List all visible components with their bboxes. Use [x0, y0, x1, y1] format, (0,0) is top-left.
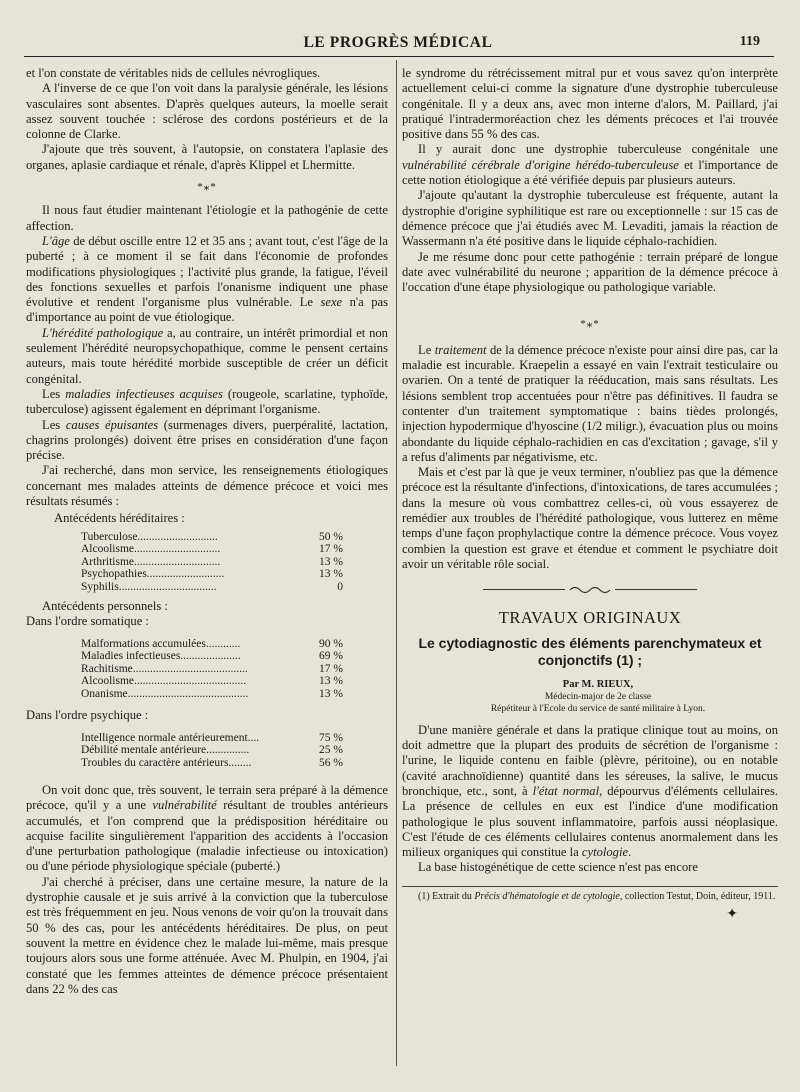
table-row [81, 568, 343, 581]
ornamental-rule [402, 582, 778, 597]
subheading-psychic: Dans l'ordre psychique : [26, 708, 149, 723]
row-value: 69 % [319, 650, 343, 663]
text: Les [42, 386, 66, 401]
paragraph: J'ai cherché à préciser, dans une certaine mesure, la nature de la dystrophie causale et je suis arrivé à la conviction que la tuberculose est très fréquemment en jeu. Nous venons de voir qu'on la trouvait dans 50 % des cas, pour les antécédents héréditaires. De plus, on peut souvent la mettre en évidence chez le malade lui-même, mais presque toujours alors sous une forme atténuée. Avec M. Phulpin, en 1904, j'ai constaté que les femmes atteintes de démence précoce présentaient dans 22 % des cas [26, 874, 388, 996]
somatic-table [81, 638, 343, 701]
paragraph: le syndrome du rétrécissement mitral pur et vous savez qu'on interprète actuellement celui-ci comme la signature d'une dystrophie tuberculeuse congénitale. Il y a deux ans, avec mon interne d'alors, M. Paillard, j'ai pratiqué l'intradermoréaction chez les déments précoces et l'ai trouvée positive dans 55 % des cas. [402, 66, 778, 142]
paragraph [402, 142, 778, 188]
paragraph [26, 783, 388, 875]
subheading-somatic: Dans l'ordre somatique : [26, 614, 149, 629]
paragraph [26, 387, 388, 418]
row-value: 90 % [319, 637, 343, 650]
right-column [402, 66, 778, 922]
column-divider [396, 60, 397, 1066]
paragraph: Mais et c'est par là que je veux terminer, n'oubliez pas que la démence précoce est la résultante d'infections, d'intoxications, de tares accumulées ; dans la mesure où vous combattrez celles-ci, où vous essayerez de remédier aux troubles de l'hérédité pathologique, vous lutterez en même temps d'une façon prophylactique contre la démence précoce. Vous voyez combien la question est grave et étendue et comment le psychiatre doit avoir un véritable rôle social. [402, 465, 778, 571]
table-row [81, 581, 343, 594]
spacer [26, 775, 388, 783]
paragraph [26, 234, 388, 326]
row-value: 13 % [319, 687, 343, 700]
text: et l'importance de cette notion étiologique a été vérifiée depuis par plusieurs auteurs. [402, 157, 778, 188]
row-label: Alcoolisme....................................... [81, 675, 247, 688]
emphasis: vulnérabilité cérébrale d'origine hérédo-tuberculeuse [402, 157, 679, 172]
emphasis: vulnérabilité [152, 798, 217, 813]
row-value: 25 % [319, 744, 343, 756]
running-header [22, 34, 774, 54]
emphasis: Précis d'hématologie et de cytologie [474, 890, 620, 902]
subheading-hereditary: Antécédents héréditaires : [54, 511, 185, 526]
row-label: Maladies infectieuses..................... [81, 650, 241, 663]
paragraph: Je me résume donc pour cette pathogénie : terrain préparé de longue date avec vulnérabilité du neurone ; apparition de la démence précoce à l'occation d'une étape physiologique ou pathologique variable. [402, 249, 778, 295]
spacer [402, 715, 778, 723]
table-row [81, 732, 343, 745]
row-label: Troubles du caractère antérieurs........ [81, 756, 252, 769]
row-label: Syphilis.................................. [81, 580, 217, 593]
table-row [81, 744, 343, 757]
text: (1) Extrait du [418, 890, 475, 902]
table-row [81, 663, 343, 676]
row-label: Débilité mentale antérieure............... [81, 744, 250, 756]
table-row [81, 531, 343, 544]
paragraph: J'ajoute qu'autant la dystrophie tuberculeuse est fréquente, autant la dystrophie d'origine syphilitique est rare ou exceptionnelle : sur 15 cas de démence précoce que j'ai étudiés avec M. Levaditi, jamais la réaction de Wassermann n'a été positive dans le liquide céphalo-rachidien. [402, 188, 778, 249]
paragraph [26, 418, 388, 464]
paragraph [402, 723, 778, 861]
text: de la démence précoce n'existe pour ainsi dire pas, car la maladie est incurable. Kraepelin a essayé en vain l'extrait testiculaire ou ovarien. On a tenté de pratiquer la rééducation, mais sans résultats. Les lésions semblent trop accentuées pour n'être pas définitives. Il faudra se contenter d'un traitement symptomatique : bains tièdes prolongés, injection hypodermique d'hyoscine (1/2 miligr.), évacuation plus ou moins abondante du liquide céphalo-rachidien en cas d'excitation ; gavage, s'il y a refus d'aliments par négativisme, etc. [402, 342, 778, 464]
table-row [81, 638, 343, 651]
text: (rougeole, scarlatine, typhoïde, tuberculose) agissent également en déprimant l'organisme. [26, 386, 388, 417]
emphasis: L'âge [42, 233, 70, 248]
table-row [81, 688, 343, 701]
left-column [26, 66, 388, 997]
text: . [628, 845, 632, 860]
paragraph: A l'inverse de ce que l'on voit dans la paralysie générale, les lésions vasculaires sont absentes. D'après quelques auteurs, la moelle serait assez souvent touchée : sclérose des cordons postérieurs et de la colonne de Clarke. [26, 81, 388, 142]
hereditary-table [81, 531, 343, 594]
author-byline: Par M. RIEUX, [562, 678, 634, 690]
row-label: Onanisme.......................................... [81, 687, 249, 700]
text: Le [418, 342, 435, 357]
emphasis: causes épuisantes [65, 417, 159, 432]
text: a, au contraire, un intérêt primordial et non seulement l'hérédité neuropsychopathique, comme le pensent certains auteurs, mais toute hérédité morbide susceptible de créer un déficit congénital. [26, 325, 388, 386]
table-row [81, 675, 343, 688]
row-label: Alcoolisme.............................. [81, 543, 221, 556]
row-value: 13 % [319, 568, 343, 581]
ornament-icon [568, 585, 612, 595]
row-value: 50 % [319, 530, 343, 543]
emphasis: L'hérédité pathologique [42, 325, 164, 340]
row-label: Arthritisme.............................. [81, 555, 221, 568]
row-value: 75 % [319, 731, 343, 744]
table-row [81, 543, 343, 556]
paragraph [402, 343, 778, 465]
journal-title: LE PROGRÈS MÉDICAL [303, 34, 493, 51]
emphasis: l'état normal [532, 783, 600, 798]
emphasis: sexe [320, 295, 343, 310]
row-value: 56 % [319, 756, 343, 769]
text: , dépourvus d'éléments cellulaires. La présence de cellules en eux est l'indice d'une modification pathologique le plus souvent inflammatoire, parfois aussi néoplasique. C'est l'étude de ces éléments cellulaires contenus anormalement dans les milieux organiques qui constitue la [402, 783, 778, 860]
table-row [81, 556, 343, 569]
paragraph: J'ajoute que très souvent, à l'autopsie, on constatera l'aplasie des organes, aplasie cardiaque et rénale, d'après Klippel et Lhermitte. [26, 142, 388, 172]
article-title: Le cytodiagnostic des éléments parenchymateux et conjonctifs (1) ; [418, 634, 762, 668]
header-rule [24, 56, 774, 57]
emphasis: cytologie [581, 845, 629, 860]
author-affiliation: Répétiteur à l'Ecole du service de santé militaire à Lyon. [490, 703, 706, 714]
paragraph: J'ai recherché, dans mon service, les renseignements étiologiques concernant mes malades atteints de démence précoce et voici mes résultats résumés : [26, 463, 388, 509]
paragraph [26, 326, 388, 387]
section-asterism: *⁎* [580, 318, 600, 331]
table-row [81, 757, 343, 770]
text: n'a pas d'importance au point de vue étiologique. [26, 295, 388, 325]
author-role: Médecin-major de 2e classe [544, 691, 652, 702]
row-value: 13 % [319, 675, 343, 688]
text: , collection Testut, Doin, éditeur, 1911. [619, 890, 776, 902]
section-asterism: *⁎* [197, 181, 217, 194]
psychic-table [81, 732, 343, 770]
text: On voit donc que, très souvent, le terrain sera préparé à la démence précoce, qu'il y a une [26, 783, 388, 813]
section-title: TRAVAUX ORIGINAUX [498, 607, 682, 627]
text: (surmenages divers, puerpéralité, lactation, chagrins prolongés) doivent être prises en considération d'une façon précise. [26, 417, 388, 463]
page-number: 119 [739, 34, 760, 49]
text: résultant de troubles antérieurs accumulés, et l'on comprend que la prédisposition héréditaire ou acquise facilite singulièrement l'apparition des accidents à l'occasion d'une perturbation pathologique (maladie infectieuse ou intoxication) ou d'une période physiologique spéciale (puberté.) [26, 798, 389, 874]
rule-left [483, 589, 565, 590]
table-row [81, 650, 343, 663]
paragraph: La base histogénétique de cette science n'est pas encore [418, 860, 698, 875]
text: Les [42, 417, 66, 432]
paragraph: Il nous faut étudier maintenant l'étiologie et la pathogénie de cette affection. [26, 203, 388, 233]
paragraph: et l'on constate de véritables nids de cellules névrogliques. [26, 66, 321, 80]
subheading-personal: Antécédents personnels : [42, 599, 168, 614]
emphasis: traitement [434, 342, 487, 357]
footnote [402, 891, 778, 903]
fleuron-icon: ✦ [726, 906, 738, 922]
text: de début oscille entre 12 et 35 ans ; avant tout, c'est l'âge de la puberté ; à ce moment il se fait dans l'économie de profondes modifications physiologiques ; l'activité plus grande, la fatigue, l'éveil des fonctions sexuelles et parfois l'onanisme indiquent une phase évolutive et rendent l'organisme plus vulnérable. Le [26, 233, 388, 310]
row-label: Tuberculose............................ [81, 530, 218, 543]
row-value: 13 % [319, 555, 343, 568]
row-label: Psychopathies........................... [81, 568, 225, 581]
footnote-rule [402, 886, 778, 887]
row-label: Malformations accumulées............ [81, 637, 241, 650]
emphasis: maladies infectieuses acquises [65, 386, 223, 401]
row-label: Rachitisme........................................ [81, 662, 248, 675]
row-value: 0 [337, 580, 343, 593]
rule-right [615, 589, 697, 590]
text: D'une manière générale et dans la pratique clinique tout au moins, on doit admettre que la plupart des produits de sécrétion de l'organisme : l'urine, le liquide contenu en faible (plèvre, péritoine), ou en notable (cavité arachnoïdienne) quantité dans les séreuses, la salive, le mucus bronchique, etc., sont, à [402, 722, 778, 798]
row-value: 17 % [319, 543, 343, 556]
row-label: Intelligence normale antérieurement.... [81, 731, 260, 744]
row-value: 17 % [319, 662, 343, 675]
text: Il y aurait donc une dystrophie tuberculeuse congénitale une [418, 142, 778, 157]
